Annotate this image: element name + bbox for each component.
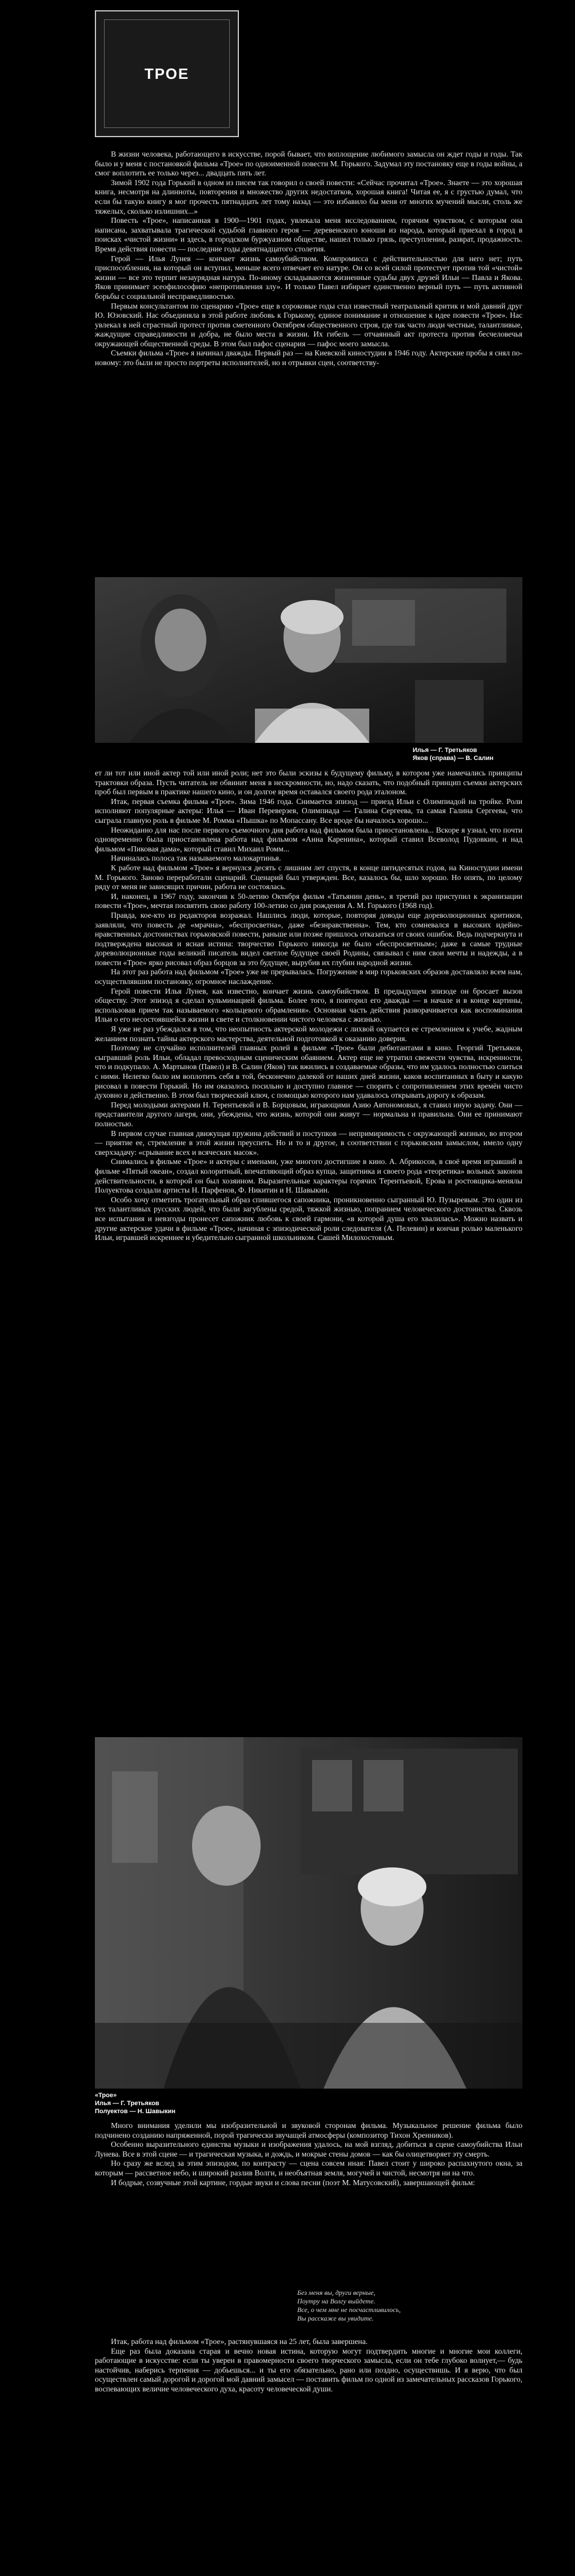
paragraph: Герой повести Илья Лунев, как известно, кончает жизнь самоубийством. В предыдущем эпизоде он бросает вызов обществу. Этот эпизод я сделал кульминацией фильма. Более того, я повторил его дважды — в начале и в конце картины, использовав прием так называемого «кольцевого обрамления». Основная часть действия разворачивается как воспоминания Ильи о его несостоявшейся жизни в свете и столкновении чистого человека с жизнью. — [95, 986, 522, 1024]
article-title: ТРОЕ — [144, 65, 190, 82]
verse-line: Все, о чем мне не посчастливилось, — [297, 2306, 401, 2314]
paragraph: К работе над фильмом «Трое» я вернулся десять с лишним лет спустя, в конце пятидесятых годов, на Киностудии имени М. Горького. Заново переработали сценарий. Сценарий был утвержден. Все, казалось бы, шло хорошо. Но опять, по целому ряду от меня не зависящих причин, работа не состоялась. — [95, 863, 522, 891]
closing-text — [95, 2121, 522, 2187]
paragraph: В первом случае главная движущая пружина действий и поступков — непримиримость с окружающей жизнью, во втором — приятие ее, стремление в этой жизни преуспеть. Но и то и другое, в соответствии с горьковским замыслом, имело одну сверхзадачу: «срывание всех и всяческих масок». — [95, 1129, 522, 1157]
song-verse — [297, 2289, 469, 2323]
paragraph: Начиналась полоса так называемого малокартинья. — [111, 854, 281, 863]
paragraph: Снимались в фильме «Трое» и актеры с именами, уже многого достигшие в кино. А. Абрикосов, в своё время игравший в фильме «Пятый океан», создал колоритный, впечатляющий образ купца, защитника и своего рода «теоретика» вольных законов действительности, в которой он был хозяином. Выразительные характеры горячих Терентьевой, Ерова и ростовщика-менялы Полуектова создали артисты Н. Парфенов, Ф. Никитин и Н. Шавыкин. — [95, 1157, 522, 1195]
paragraph: И бодрые, созвучные этой картине, гордые звуки и слова песни (поэт М. Матусовский), завершающей фильм: — [111, 2178, 476, 2187]
film-still-2-image — [95, 1737, 522, 2089]
photo2-caption — [95, 2091, 243, 2115]
title-frame — [104, 19, 230, 128]
paragraph: Перед молодыми актерами Н. Терентьевой и В. Борцовым, играющими Азию Автономовых, я ставил иную задачу. Они — представители другого лагеря, они, убеждены, что жизнь, которой они живут — нормальна и правильна. Они ее принимают полностью. — [95, 1100, 522, 1128]
paragraph: На этот раз работа над фильмом «Трое» уже не прерывалась. Погружение в мир горьковских образов доставляло всем нам, осуществлявшим постановку, огромное наслаждение. — [95, 967, 522, 986]
paragraph: Неожиданно для нас после первого съемочного дня работа над фильмом была приостановлена... Вскоре я узнал, что почти одновременно была приостановлена работа над фильмом «Анна Каренина», который ставил Всеволод Пудовкин, и над фильмом «Пиковая дама», который ставил Михаил Ромм... — [95, 825, 522, 853]
verse-line: Поутру на Волгу выйдете. — [297, 2297, 376, 2305]
paragraph: Зимой 1902 года Горький в одном из писем так говорил о своей повести: «Сейчас прочитал «Трое». Знаете — это хорошая книга, несмотря на длинноты, повторения и множество других недостатков, хорошая книга! Читая ее, я с грустью думал, что если бы такую книгу я мог прочесть пятнадцать лет тому назад — это избавило бы меня от многих мучений мысли, столь же тяжелых, сколько излишних...» — [95, 178, 522, 215]
middle-text — [95, 769, 522, 1243]
verse-line: Вы расскаже вы увидите. — [297, 2314, 374, 2322]
caption-line: Илья — Г. Третьяков — [413, 747, 477, 754]
paragraph: Съемки фильма «Трое» я начинал дважды. Первый раз — на Киевской киностудии в 1946 году. Актерские пробы я снял по-новому: это были не просто портреты исполнителей, но и отрывки сцен, соответству- — [95, 349, 522, 367]
caption-line: Илья — Г. Третьяков — [95, 2100, 159, 2107]
paragraph: В жизни человека, работающего в искусстве, порой бывает, что воплощение любимого замысла он ждет годы и годы. Так было и у меня с постановкой фильма «Трое» по одноименной повести М. Горького. Задумал эту постановку еще в годы войны, а смог воплотить ее только через... двадцать пять лет. — [95, 150, 522, 178]
caption-line: «Трое» — [95, 2092, 117, 2099]
film-still-1 — [95, 577, 522, 743]
paragraph: Итак, работа над фильмом «Трое», растянувшаяся на 25 лет, была завершена. — [111, 2337, 368, 2346]
caption-line: Яков (справа) — В. Салин — [413, 755, 494, 762]
paragraph: Я уже не раз убеждался в том, что неопытность актерской молодежи с лихвой окупается ее стремлением к учебе, жадным желанием познать тайны актерского мастерства, деятельной подготовкой к оказанию доверия. — [95, 1025, 522, 1043]
title-plate — [95, 10, 239, 137]
paragraph: ет ли тот или иной актер той или иной роли; нет это были эскизы к будущему фильму, в котором уже намечались принципы трактовки образа. Пусть читатель не обвинит меня в нескромности, но, надо сказать, что подобный принцип съемки актерских проб был первым в практике нашего кино, и он долгое время оставался своего рода эталоном. — [95, 769, 522, 797]
paragraph: Особенно выразительного единства музыки и изображения удалось, на мой взгляд, добиться в сцене самоубийства Ильи Лунева. Все в этой сцене — и трагическая музыка, и дождь, и мокрые стены домов — как бы олицетворяет эту смерть. — [95, 2140, 522, 2158]
paragraph: Еще раз была доказана старая и вечно новая истина, которую могут подтвердить многие и многие мои коллеги, работающие в искусстве: если ты уверен в правомерности своего творческого замысла, если он тебе глубоко волнует,— будь настойчив, наберись терпения — добьешься... и ты его обязательно, рано или поздно, осуществишь. И я верю, что был осуществлен самый дорогой и дорогой мой давний замысел — поставить фильм по одной из замечательных рассказов Горького, воспевающих величие человеческого духа, красоту человеческой души. — [95, 2346, 522, 2393]
paragraph: Особо хочу отметить трогательный образ спившегося сапожника, проникновенно сыгранный Ю. Пузыревым. Это один из тех талантливых русских людей, что были загублены средой, тяжкой жизнью, попранием человеческого достоинства. Сквозь все испытания и невзгоды пронесет сапожник любовь к своей гармони, «в которой душа его хвалилась». Можно назвать и другие актерские удачи в фильме «Трое», начиная с эпизодической роли следователя (А. Пелевин) и кончая ролью маленького Ильи, игравшей искреннее и убедительно сыгранной школьником. Сашей Милохостовым. — [95, 1195, 522, 1242]
final-text — [95, 2337, 522, 2394]
film-still-1-image — [95, 577, 522, 743]
paragraph: Герой — Илья Лунев — кончает жизнь самоубийством. Компромисса с действительностью для него нет; путь приспособления, на который он вступил, меньше всего отвечает его натуре. Он со всей силой протестует против той «чистой» жизни — все это терпит незаурядная натура. По-иному складываются жизненные судьбы двух друзей Ильи — Павла и Якова. Яков принимает эсеофилософию «непротивления злу». И только Павел избирает единственно верный путь — путь активной борьбы с социальной несправедливостью. — [95, 254, 522, 301]
photo1-caption — [413, 746, 521, 762]
paragraph: Итак, первая съемка фильма «Трое». Зима 1946 года. Снимается эпизод — приезд Ильи с Олимпиадой на тройке. Роли исполняют популярные актеры: Илья — Иван Переверзев, Олимпиада — Галина Сергеева, та самая Галина Сергеева, что сыграла главную роль в фильме М. Ромма «Пышка» по Мопассану. Все вроде бы началось хорошо... — [95, 797, 522, 825]
paragraph: Но сразу же вслед за этим эпизодом, по контрасту — сцена совсем иная: Павел стоит у широко распахнутого окна, за которым — рассветное небо, и широкий разлив Волги, и необъятная земля, могучей и чистой, несмотря ни на что. — [95, 2159, 522, 2177]
paragraph: Много внимания уделили мы изобразительной и звуковой сторонам фильма. Музыкальное решение фильма было подчинено созданию напряженной, порой трагически звучащей атмосферы (композитор Тихон Хренников). — [95, 2121, 522, 2139]
paragraph: Повесть «Трое», написанная в 1900—1901 годах, увлекала меня исследованием, горячим чувством, с которым она написана, захватывала трагической судьбой главного героя — деревенского юноши из народа, который приехал в город в поисках «чистой жизни» и здесь, в городском буржуазном обществе, нашел только грязь, преступления, разврат, продажность. Время действия повести — последние годы девятнадцатого столетия. — [95, 216, 522, 253]
paragraph: Поэтому не случайно исполнителей главных ролей в фильме «Трое» были дебютантами в кино. Георгий Третьяков, сыгравший роль Ильи, обладал превосходным сценическим обаянием. Актер еще не утратил свежести чувства, искренности, что и подкупало. А. Мартынов (Павел) и В. Салин (Яков) так вжились в создаваемые образы, что им удалось полностью слиться с ними. Нелегко было им воплотить себя в той, бесконечно далекой от наших дней жизни, каков воспитанных в быту и какую рисовал в повести Горький. Но им оказалось посильно и доступно главное — спорить с сопротивлением этих времён чисто духовно и действенно. В этом был творческий ключ, с помощью которого нам удавалось открывать дорогу к образам. — [95, 1043, 522, 1100]
film-still-2 — [95, 1737, 522, 2089]
paragraph: И, наконец, в 1967 году, закончив к 50-летию Октября фильм «Татьянин день», я третий раз приступил к экранизации повести «Трое», мечтая посвятить свою работу 100-летию со дня рождения А. М. Горького (1968 год). — [95, 891, 522, 910]
paragraph: Первым консультантом по сценарию «Трое» еще в сороковые годы стал известный театральный критик и мой давний друг Ю. Юзовский. Нас объединяла в этой работе любовь к Горькому, единое понимание и отношение к идее повести «Трое». Нас увлекал в ней страстный протест против сметенного Октябрем общественного строя, где так часто люди честные, талантливые, жаждущие справедливости и добра, не было места в жизни. Их гибель — отчаянный акт протеста против бесчеловечья окружающей общественной среды. В этом был пафос сценария — пафос моего замысла. — [95, 301, 522, 348]
verse-line: Без меня вы, други верные, — [297, 2289, 376, 2297]
intro-text — [95, 150, 522, 368]
caption-line: Полуектов — Н. Шавыкин — [95, 2108, 175, 2115]
paragraph: Правда, кое-кто из редакторов возражал. Нашлись люди, которые, повторяя доводы еще дореволюционных критиков, заявляли, что повесть де «мрачна», «беспросветна», даже «безнравственна». Тем, кто сомневался в высоких идейно-нравственных достоинствах горьковской повести, раньше или позже пришлось отказаться от своих ошибок. Ведь подчеркнута и подтверждена высокая и ясная истина: творчество Горького никогда не было «беспросветным»; даже в самые трудные дореволюционные годы великий писатель видел светлое будущее своей Родины, связывал с ним свои мечты и надежды, а в повести «Трое» ярко рисовал образ борцов за это будущее, вырубив их глубин народной жизни. — [95, 910, 522, 967]
